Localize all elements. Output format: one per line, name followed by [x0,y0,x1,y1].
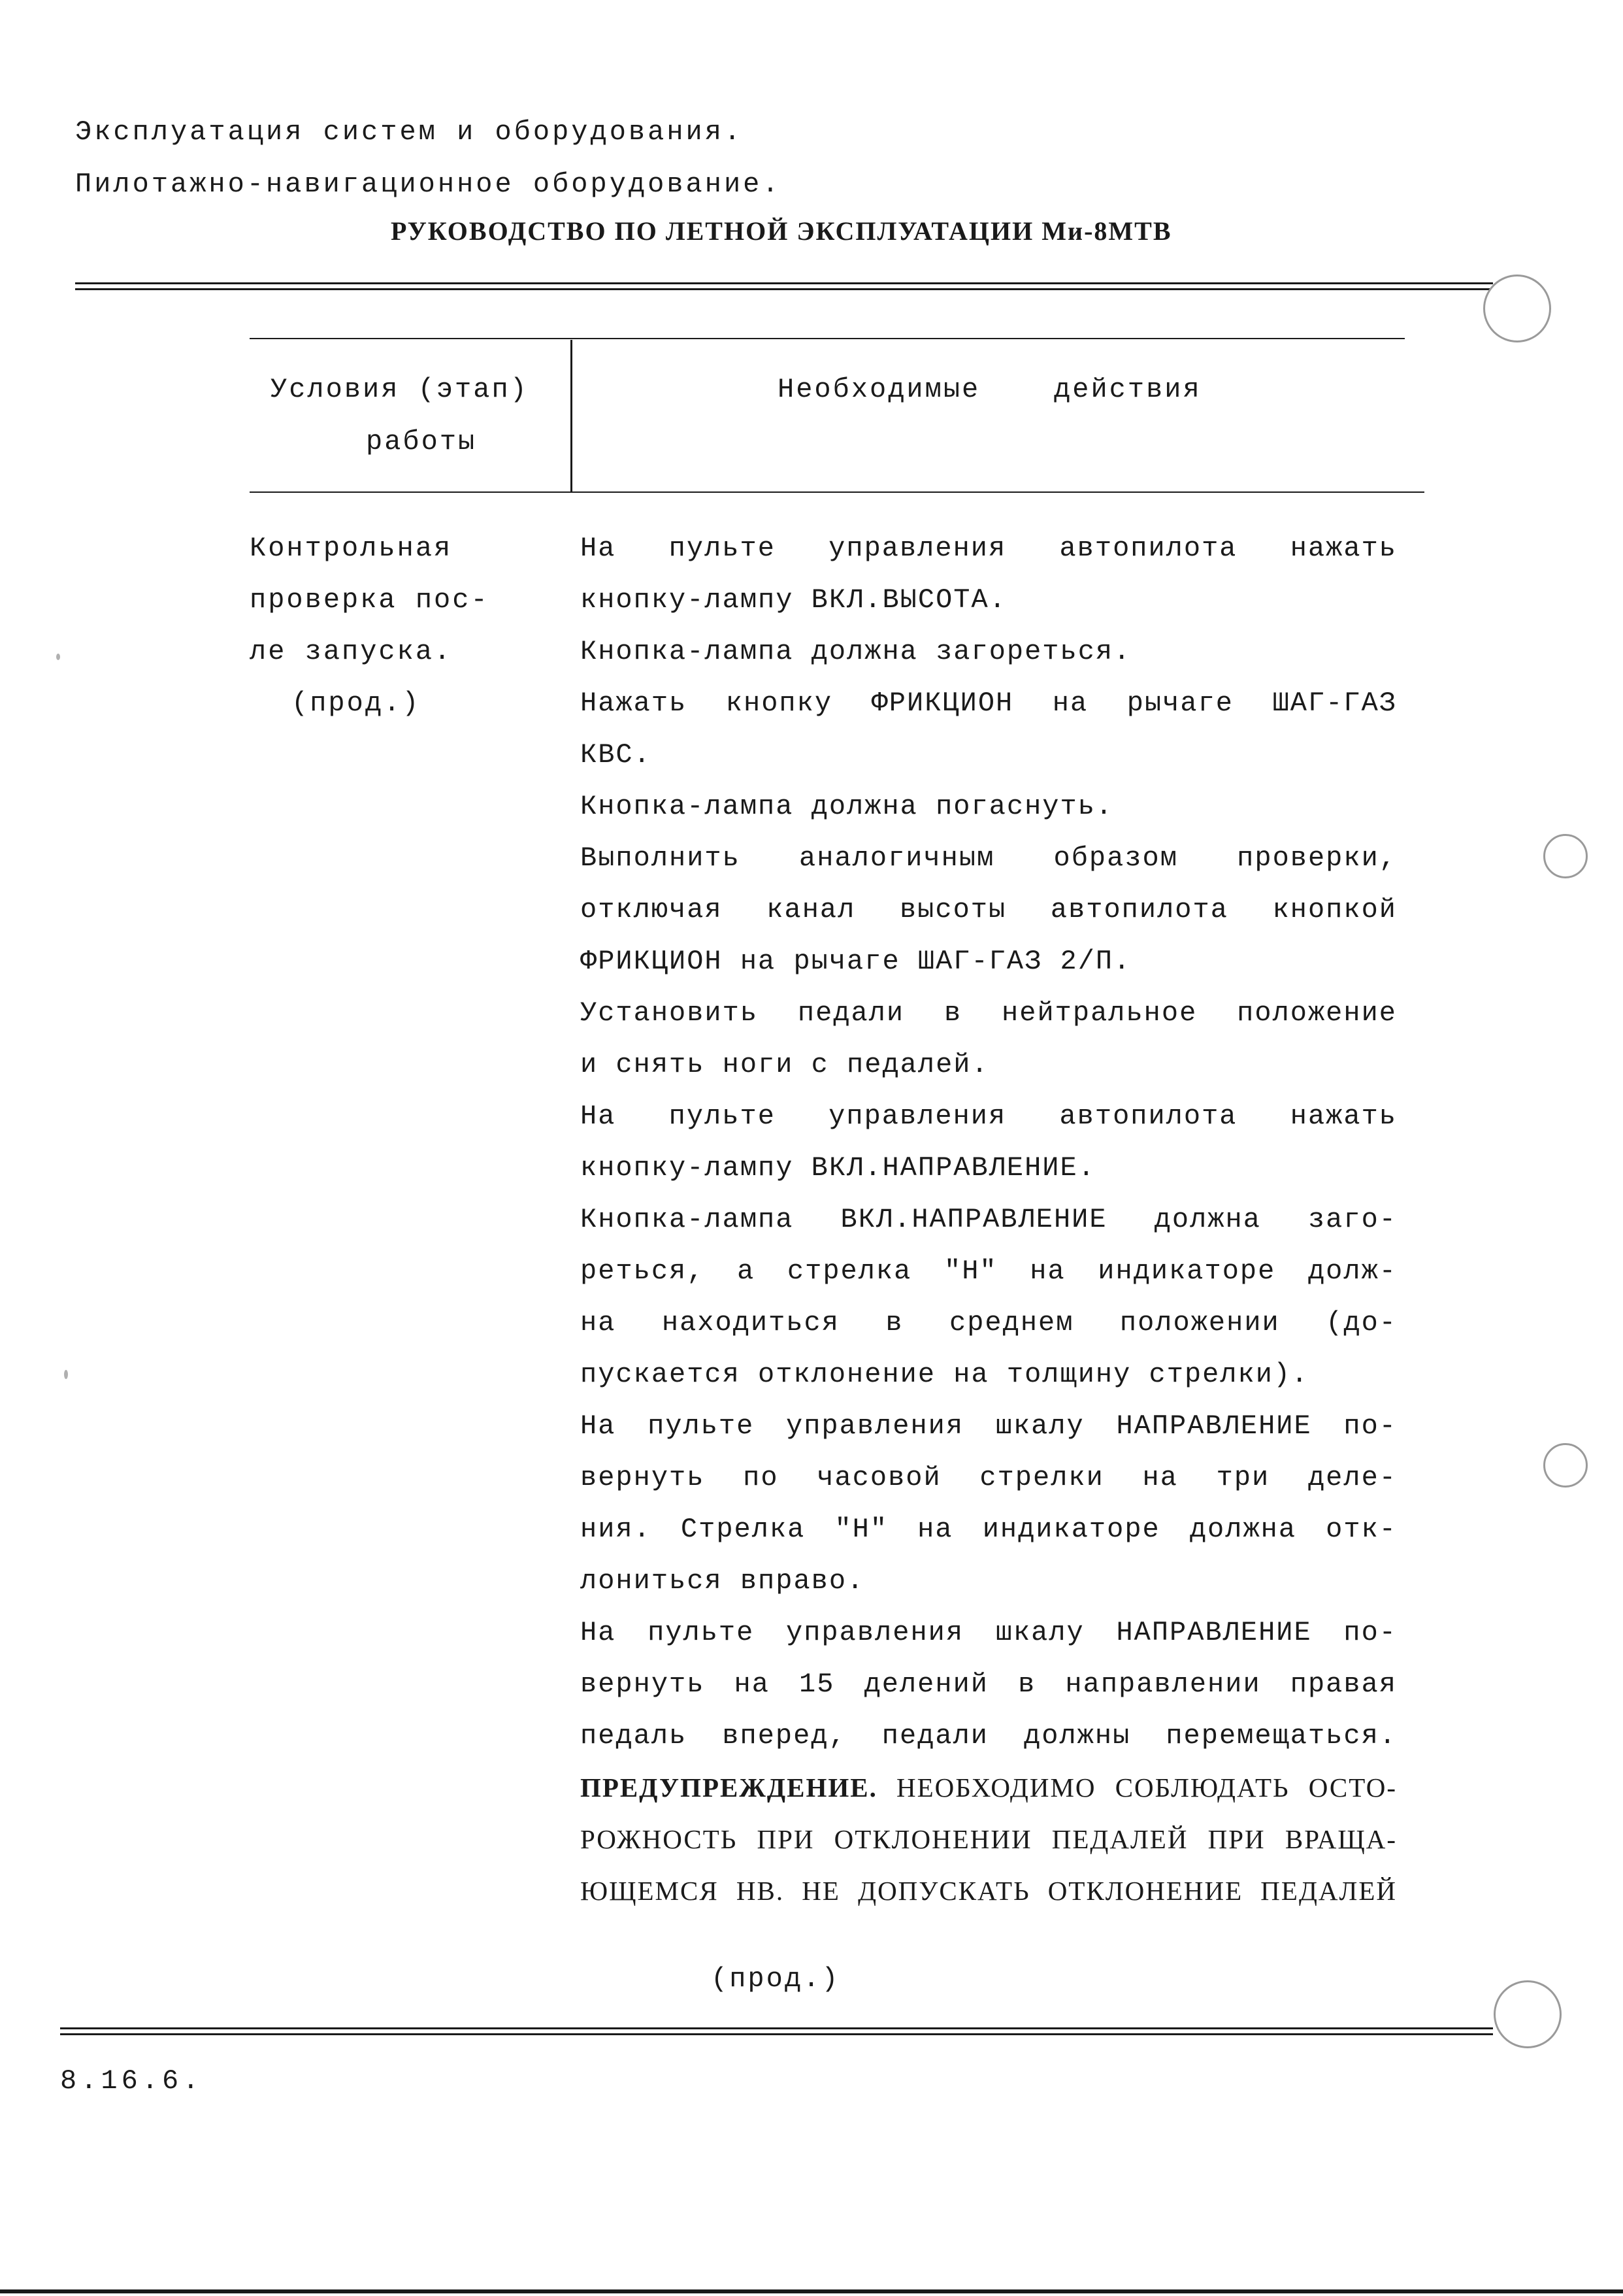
condition-line: ле запуска. [250,636,453,667]
action-line: На пульте управления шкалу НАПРАВЛЕНИЕ по- [580,1617,1397,1648]
col1-header-line2: работы [366,426,477,458]
condition-line: проверка пос- [250,584,489,616]
action-line: Нажать кнопку ФРИКЦИОН на рычаге ШАГ-ГАЗ [580,688,1397,719]
action-line: на находиться в среднем положении (до- [580,1307,1397,1339]
action-line: вернуть на 15 делений в направлении правая [580,1669,1397,1700]
action-line: КВС. [580,739,651,771]
subsection-heading: Пилотажно-навигационное оборудование. [75,169,781,200]
col2-header: Необходимые действия [778,374,1202,405]
action-line: ФРИКЦИОН на рычаге ШАГ-ГАЗ 2/П. [580,946,1132,977]
section-heading: Эксплуатация систем и оборудования. [75,116,744,148]
action-line: На пульте управления шкалу НАПРАВЛЕНИЕ по- [580,1410,1397,1442]
action-line: кнопку-лампу ВКЛ.ВЫСОТА. [580,584,1007,616]
table-column-divider [570,340,572,491]
warning-line [580,1762,1397,1814]
condition-cell [250,523,489,729]
header-rule-top [75,282,1493,284]
action-line: На пульте управления автопилота нажать [580,1101,1397,1132]
footer-rule-bottom [60,2033,1493,2035]
action-line: педаль вперед, педали должны перемещаться. [580,1720,1397,1752]
page-number: 8.16.6. [60,2065,203,2097]
page-bottom-edge [0,2289,1623,2293]
actions-cell [580,523,1397,1917]
action-line: ния. Стрелка "Н" на индикаторе должна отк- [580,1514,1397,1545]
action-line: вернуть по часовой стрелки на три деле- [580,1462,1397,1493]
condition-line: (прод.) [291,688,421,719]
actions-list [580,523,1397,1762]
action-line: и снять ноги с педалей. [580,1049,989,1080]
punch-hole [1483,275,1551,342]
action-line: На пульте управления автопилота нажать [580,533,1397,564]
action-line: Кнопка-лампа должна загореться. [580,636,1132,667]
warning-line: РОЖНОСТЬ ПРИ ОТКЛОНЕНИИ ПЕДАЛЕЙ ПРИ ВРАЩА- [580,1824,1397,1854]
action-line: отключая канал высоты автопилота кнопкой [580,894,1397,925]
col1-header-line1: Условия (этап) [270,374,529,405]
continued-label: (прод.) [711,1963,840,1995]
scan-speck [64,1370,68,1379]
scan-speck [56,654,60,660]
warning-text: НЕОБХОДИМО СОБЛЮДАТЬ ОСТО- [896,1772,1397,1803]
action-line: Выполнить аналогичным образом проверки, [580,842,1397,874]
warning-heading: ПРЕДУПРЕЖДЕНИЕ. [580,1772,877,1803]
footer-rule-top [60,2027,1493,2029]
punch-hole [1543,834,1588,878]
warning-line: ЮЩЕМСЯ НВ. НЕ ДОПУСКАТЬ ОТКЛОНЕНИЕ ПЕДАЛЕЙ [580,1876,1397,1906]
action-line: кнопку-лампу ВКЛ.НАПРАВЛЕНИЕ. [580,1152,1096,1184]
header-rule-bottom [75,288,1493,290]
table-top-rule [250,338,1405,339]
condition-line: Контрольная [250,533,453,564]
punch-hole [1494,1980,1562,2048]
action-line: Кнопка-лампа должна погаснуть. [580,791,1114,822]
table-header-rule [250,491,1424,493]
action-line: реться, а стрелка "Н" на индикаторе долж- [580,1256,1397,1287]
action-line: Кнопка-лампа ВКЛ.НАПРАВЛЕНИЕ должна заго- [580,1204,1397,1235]
action-line: лониться вправо. [580,1565,865,1597]
document-title: РУКОВОДСТВО ПО ЛЕТНОЙ ЭКСПЛУАТАЦИИ Ми-8МТВ [391,216,1172,246]
punch-hole [1543,1443,1588,1488]
action-line: пускается отклонение на толщину стрелки). [580,1359,1309,1390]
action-line: Установить педали в нейтральное положение [580,997,1397,1029]
